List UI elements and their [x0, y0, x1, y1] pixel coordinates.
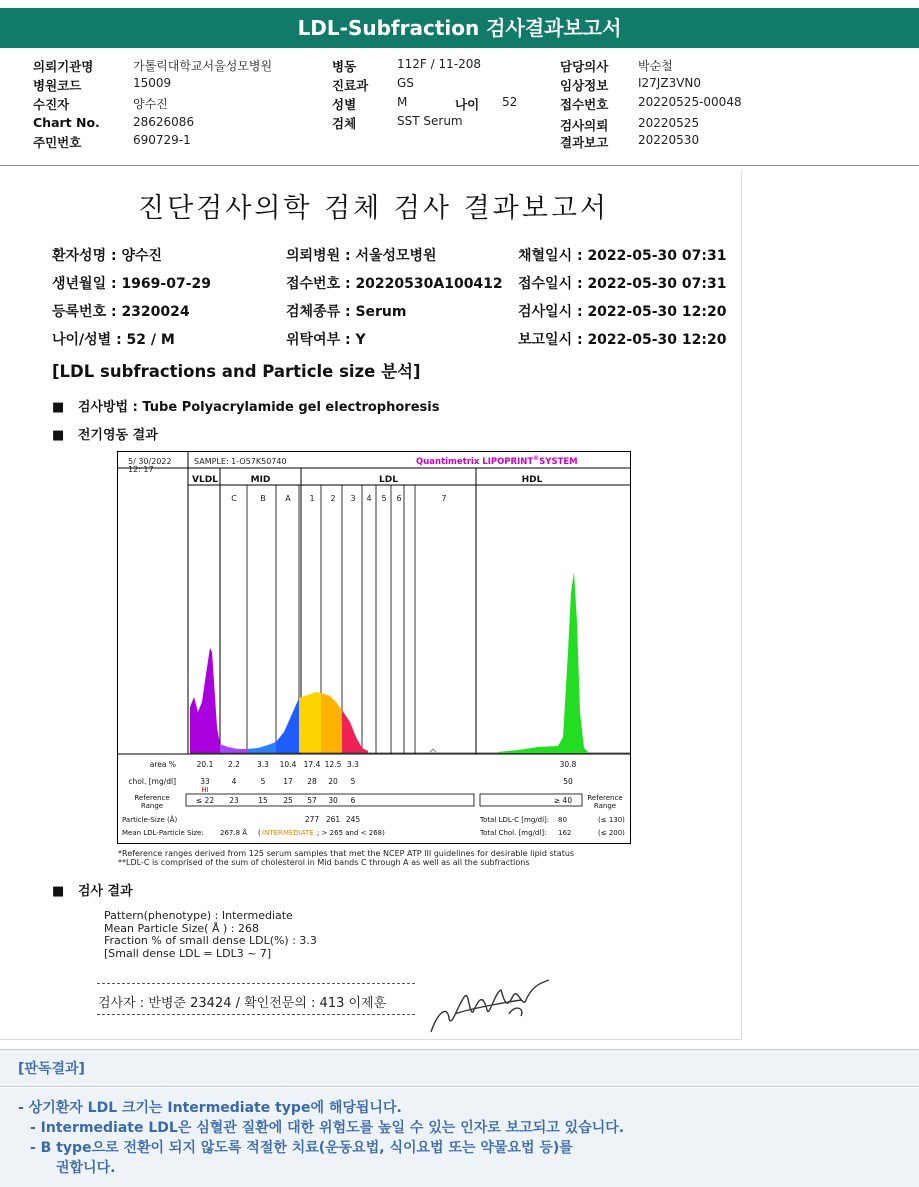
band-label: 3	[350, 494, 356, 503]
mid-c-peak	[220, 744, 247, 753]
ref-value: 15	[258, 796, 268, 805]
ref-value: 23	[229, 796, 239, 805]
row-label: area %	[149, 760, 176, 769]
lab-report-title: 진단검사의학 검체 검사 결과보고서	[138, 193, 609, 224]
ref-value: 25	[283, 796, 293, 805]
result-head-line: ■ 검사 결과	[52, 884, 133, 899]
mean-range: ; > 265 and < 268)	[317, 829, 385, 837]
row-label: Mean LDL-Particle Size:	[122, 829, 204, 837]
electro-text: 전기영동 결과	[77, 428, 158, 443]
band-label: 5	[381, 494, 387, 503]
chart-brand	[416, 455, 578, 467]
hdl-peak	[498, 572, 588, 753]
result-block	[104, 910, 317, 960]
ref-value: ≤ 22	[195, 796, 215, 805]
row-label: Reference	[587, 794, 623, 802]
patient-info: 접수번호 : 20220530A100412	[286, 276, 503, 292]
band-label: C	[231, 494, 237, 503]
band-label: 4	[366, 494, 372, 503]
ldl7-trace	[430, 749, 436, 752]
total-label: Total Chol. [mg/dl]:	[480, 829, 547, 837]
patient-info: 검체종류 : Serum	[286, 304, 407, 320]
area-value: 20.1	[196, 760, 214, 769]
header-value: 112F / 11-208	[397, 57, 481, 71]
header-key: 수진자	[33, 97, 70, 112]
panel-line: - Intermediate LDL은 심혈관 질환에 대한 위험도를 높일 수 있는 인자로 보고되고 있습니다.	[30, 1120, 625, 1136]
particle-value: 245	[345, 815, 361, 824]
area-value: 12.5	[324, 760, 342, 769]
report-title-bar	[0, 8, 919, 48]
band-label: 2	[330, 494, 336, 503]
header-key: 검체	[332, 116, 357, 131]
lipoprint-svg	[118, 452, 630, 843]
patient-info: 검사일시 : 2022-05-30 12:20	[518, 304, 727, 320]
header-value: 690729-1	[133, 133, 191, 147]
particle-value: 277	[304, 815, 320, 824]
chol-flag: HI	[201, 786, 209, 794]
patient-info: 위탁여부 : Y	[286, 332, 366, 348]
total-value: 80	[558, 816, 567, 824]
lipoprint-chart	[117, 451, 631, 844]
header-key: 임상정보	[560, 78, 609, 93]
mid-b-peak	[247, 742, 276, 753]
panel-title: [판독결과]	[18, 1061, 85, 1077]
header-key: 진료과	[332, 78, 369, 93]
divider	[97, 983, 415, 984]
panel-line: 권합니다.	[56, 1160, 116, 1176]
vldl-peak	[190, 648, 220, 753]
ref-value: 57	[307, 796, 317, 805]
header-value: 가톨릭대학교서울성모병원	[133, 59, 273, 73]
header-key: 병동	[332, 59, 357, 74]
ldl3-peak	[342, 710, 368, 753]
chol-value: 5	[260, 777, 266, 786]
patient-info: 생년월일 : 1969-07-29	[52, 276, 211, 292]
patient-info: 나이/성별 : 52 / M	[52, 332, 175, 348]
ref-value-hdl: ≥ 40	[553, 796, 573, 805]
area-value: 10.4	[279, 760, 297, 769]
area-value: 3.3	[257, 760, 269, 769]
chol-value: 17	[283, 777, 293, 786]
group-label: LDL	[379, 475, 398, 485]
row-label: Reference	[134, 794, 170, 802]
row-label: Particle-Size (Å)	[122, 816, 178, 824]
chol-value: 4	[231, 777, 237, 786]
group-label: MID	[250, 475, 271, 485]
result-line: Fraction % of small dense LDL(%) : 3.3	[104, 934, 317, 947]
area-value-hdl: 30.8	[559, 760, 577, 769]
signature-line: 검사자 : 반병준 23424 / 확인전문의 : 413 이제훈	[98, 996, 387, 1011]
header-value: 20220525-00048	[638, 95, 742, 109]
chol-value-hdl: 50	[563, 777, 573, 786]
header-key: 검사의뢰	[560, 118, 609, 133]
particle-value: 261	[325, 815, 341, 824]
divider	[97, 1014, 415, 1015]
ref-value: 6	[350, 796, 356, 805]
header-value: GS	[397, 76, 414, 90]
chol-value: 5	[350, 777, 356, 786]
row-label: Range	[593, 802, 617, 810]
chol-value: 28	[307, 777, 317, 786]
header-key: 병원코드	[33, 78, 82, 93]
header-value: I27JZ3VN0	[638, 76, 702, 90]
total-label: Total LDL-C [mg/dl]:	[480, 816, 550, 824]
header-value: 박순철	[638, 59, 673, 73]
header-key: 주민번호	[33, 135, 82, 150]
ref-value: 30	[328, 796, 338, 805]
band-label: A	[285, 494, 291, 503]
header-value: 28626086	[133, 115, 195, 129]
group-label: VLDL	[192, 475, 218, 485]
signature-image	[425, 974, 555, 1036]
patient-info: 등록번호 : 2320024	[52, 304, 190, 320]
band-label: 7	[441, 494, 447, 503]
mean-paren: (	[258, 829, 261, 837]
patient-info: 접수일시 : 2022-05-30 07:31	[518, 276, 727, 292]
method-text: 검사방법 : Tube Polyacrylamide gel electrophoresis	[77, 400, 440, 415]
ldl2-peak	[321, 693, 342, 753]
band-label: B	[260, 494, 266, 503]
header-value: 20220525	[638, 116, 700, 130]
chol-value: 20	[328, 777, 338, 786]
footnote: *Reference ranges derived from 125 serum samples that met the NCEP ATP III guidelines for desirable lipid status	[118, 849, 575, 858]
patient-info: 보고일시 : 2022-05-30 12:20	[518, 332, 727, 348]
report-title: LDL-Subfraction 검사결과보고서	[297, 16, 622, 40]
chol-value: 33	[200, 777, 210, 786]
band-label: 1	[309, 494, 315, 503]
brand-name: Quantimetrix LIPOPRINT	[416, 457, 534, 467]
band-label: 6	[396, 494, 402, 503]
area-value: 3.3	[347, 760, 359, 769]
mean-value: 267.8 Å	[220, 829, 248, 837]
header-key: Chart No.	[33, 115, 100, 130]
header-key: 성별	[332, 97, 357, 112]
result-line: [Small dense LDL = LDL3 ~ 7]	[104, 946, 272, 960]
result-line: Pattern(phenotype) : Intermediate	[104, 909, 293, 922]
method-line: ■ 검사방법 : Tube Polyacrylamide gel electrophoresis	[52, 400, 440, 415]
brand-tail: SYSTEM	[539, 457, 578, 467]
total-ref: (≤ 130)	[598, 816, 625, 824]
electro-line: ■ 전기영동 결과	[52, 428, 158, 443]
result-line: Mean Particle Size( Å ) : 268	[104, 921, 259, 935]
header-value: M	[397, 95, 408, 109]
header-value: 52	[502, 95, 518, 109]
header-key: 결과보고	[560, 135, 609, 150]
header-key: 나이	[455, 97, 480, 112]
footnote: **LDL-C is comprised of the sum of cholesterol in Mid bands C through A as well as all the subfractions	[118, 858, 530, 867]
chart-time: 12: 17	[128, 465, 154, 474]
header-value: 양수진	[133, 97, 168, 111]
panel-line: - 상기환자 LDL 크기는 Intermediate type에 해당됩니다.	[18, 1100, 402, 1116]
patient-info: 의뢰병원 : 서울성모병원	[286, 248, 437, 264]
header-key: 접수번호	[560, 97, 609, 112]
ldl1-peak	[299, 692, 321, 753]
header-key: 의뢰기관명	[33, 59, 94, 74]
panel-header	[0, 1049, 919, 1087]
area-value: 2.2	[228, 760, 240, 769]
area-value: 17.4	[303, 760, 321, 769]
patient-info: 채혈일시 : 2022-05-30 07:31	[518, 248, 727, 264]
header-key: 담당의사	[560, 59, 609, 74]
panel-line: - B type으로 전환이 되지 않도록 적절한 치료(운동요법, 식이요법 또는 약물요법 등)를	[30, 1140, 573, 1156]
row-label: Range	[140, 802, 164, 810]
total-ref: (≤ 200)	[598, 829, 625, 837]
header-value: 20220530	[638, 133, 700, 147]
header-value: SST Serum	[397, 114, 463, 128]
patient-info: 환자성명 : 양수진	[52, 248, 163, 264]
total-value: 162	[558, 829, 572, 837]
brand-sup: ®	[533, 455, 540, 462]
mean-type: INTERMEDIATE	[262, 829, 314, 837]
section-title: [LDL subfractions and Particle size 분석]	[52, 362, 421, 381]
result-head: 검사 결과	[77, 884, 133, 899]
chart-sample: SAMPLE: 1-O57K50740	[194, 457, 287, 466]
chart-date: 5/ 30/2022	[128, 457, 172, 466]
mid-a-peak	[276, 698, 299, 753]
group-label: HDL	[521, 475, 543, 485]
header-value: 15009	[133, 76, 172, 90]
row-label: chol. [mg/dl]	[128, 777, 176, 786]
